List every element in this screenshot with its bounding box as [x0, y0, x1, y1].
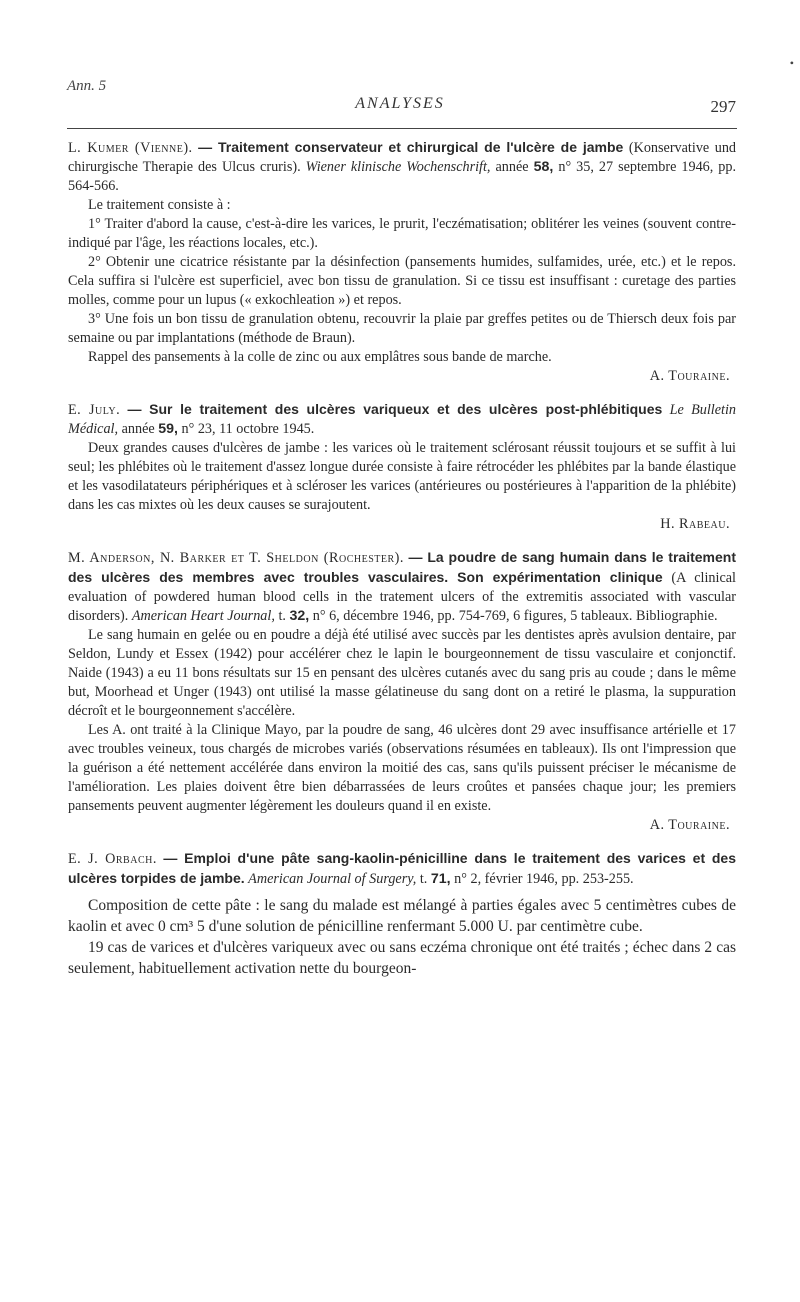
volume: 32, [289, 608, 310, 624]
ref-details: n° 35, 27 septembre 1946, pp. 564-566. [68, 159, 737, 194]
ref-details: n° 6, décembre 1946, pp. 754-769, 6 figures, 5 tableaux. Bibliographie. [312, 608, 718, 624]
authors: E. July. [68, 402, 121, 418]
paragraph: Composition de cette pâte : le sang du malade est mélangé à parties égales avec 5 centimètres cubes de kaolin et avec 0 cm³ 5 d'une solution de pénicilline renfermant 5.000 U. par centimètre cube. [68, 897, 736, 935]
page-body [68, 138, 736, 993]
journal-name: Le Bulletin Médical, [68, 402, 736, 437]
page-header-title: ANALYSES [355, 95, 445, 112]
header-rule [67, 128, 737, 129]
article-title: — Traitement conservateur et chirurgical de l'ulcère de jambe [198, 139, 624, 155]
citation [68, 548, 736, 626]
abstract-july [68, 400, 736, 534]
article-title: — Emploi d'une pâte sang-kaolin-pénicilline dans le traitement des varices et des ulcères torpides de jambe. [68, 850, 737, 886]
abstract-orbach [68, 849, 736, 979]
paragraph: 19 cas de varices et d'ulcères variqueux avec ou sans eczéma chronique ont été traités ; échec dans 2 cas seulement, habituellement activation nette du bourgeon- [68, 939, 736, 977]
authors: E. J. Orbach. [68, 851, 157, 867]
authors: L. Kumer (Vienne). [68, 140, 193, 156]
page-number: 297 [710, 97, 736, 116]
paragraph: Le traitement consiste à : [88, 197, 231, 213]
original-title: (A clinical evaluation of powdered human blood cells in the tratement ulcers of the extremitis associated with vascular disorders). [68, 570, 736, 624]
article-title: — La poudre de sang humain dans le traitement des ulcères des membres avec troubles vasculaires. Son expérimentation clinique [68, 549, 736, 585]
reviewer-signature: A. Touraine. [649, 368, 730, 384]
paragraph: 1° Traiter d'abord la cause, c'est-à-dire les varices, le prurit, l'eczématisation; oblitérer les veines (souvent contre-indiqué par l'âge, les réactions locales, etc.). [68, 216, 736, 251]
ref-details: n° 23, 11 octobre 1945. [181, 421, 315, 437]
paragraph: 3° Une fois un bon tissu de granulation obtenu, recouvrir la plaie par greffes petites ou de Thiersch deux fois par semaine ou par implantations (méthode de Braun). [68, 311, 736, 346]
ref-prefix: t. [419, 871, 428, 887]
original-title: (Konservative und chirurgische Therapie des Ulcus cruris). [68, 140, 737, 175]
volume: 58, [533, 159, 554, 175]
paragraph: Deux grandes causes d'ulcères de jambe : les varices où le traitement sclérosant réussit toujours et se suffit à lui seul; les phlébites où le traitement d'assez longue durée consiste à faire rétrocéder les phlébites par la bande élastique et les vasodilatateurs périphériques et à scléroser les varices (antérieures ou postérieures à l'apparition de la phlébite) dans les cas mixtes où les deux causes se surajoutent. [68, 440, 736, 513]
volume: 59, [158, 421, 178, 437]
corner-mark: • [789, 56, 794, 70]
ref-prefix: année [495, 159, 529, 175]
reviewer-signature: H. Rabeau. [660, 516, 730, 532]
citation [68, 400, 736, 439]
volume: 71, [430, 871, 451, 887]
citation [68, 138, 736, 196]
abstract-anderson [68, 548, 736, 835]
reviewer-signature: A. Touraine. [649, 817, 730, 833]
paragraph: Les A. ont traité à la Clinique Mayo, par la poudre de sang, 46 ulcères dont 29 avec insuffisance artérielle et 17 avec troubles veineux, tous chargés de microbes variés (observations résumées en tableaux). Ils ont l'impression que la guérison a été nettement accélérée dans environ la moitié des cas, sans qu'ils puissent préciser le mécanisme de l'amélioration. Les plaies doivent être bien débarrassées de leurs croûtes et pansées chaque jour; les premiers pansements peuvent augmenter légèrement les douleurs quand il en existe. [68, 722, 736, 814]
authors: M. Anderson, N. Barker et T. Sheldon (Rochester). [68, 550, 404, 566]
running-head-left: Ann. 5 [67, 78, 107, 94]
ref-prefix: année [121, 421, 155, 437]
journal-name: American Journal of Surgery, [248, 871, 417, 887]
paragraph: Rappel des pansements à la colle de zinc ou aux emplâtres sous bande de marche. [88, 349, 552, 365]
ref-details: n° 2, février 1946, pp. 253-255. [454, 871, 634, 887]
citation [68, 849, 736, 889]
article-title: — Sur le traitement des ulcères variqueux et des ulcères post-phlébitiques [127, 401, 663, 417]
journal-name: American Heart Journal, [131, 608, 275, 624]
ref-prefix: t. [278, 608, 286, 624]
abstract-kumer [68, 138, 736, 386]
journal-name: Wiener klinische Wochenschrift, [305, 159, 491, 175]
paragraph: 2° Obtenir une cicatrice résistante par la désinfection (pansements humides, sulfamides, urée, etc.) et le repos. Cela suffira si l'ulcère est superficiel, avec bon tissu de granulation. Si ce tissu est insuffisant : curetage des parties molles, comme pour un lupus (« exkochleation ») et repos. [68, 254, 736, 308]
paragraph: Le sang humain en gelée ou en poudre a déjà été utilisé avec succès par les dentistes après avulsion dentaire, par Seldon, Lundy et Essex (1942) pour accélérer chez le lapin le bourgeonnement de tissu vasculaire et conjonctif. Naide (1943) a eu 11 bons résultats sur 15 en pensant des ulcères cutanés avec du sang pris au coude ; dans le même but, Moorhead et Unger (1943) ont utilisé la masse gélatineuse du sang dont on a retiré le plasma, la suppuration décroît et le bourgeonnement s'accélère. [68, 627, 736, 719]
